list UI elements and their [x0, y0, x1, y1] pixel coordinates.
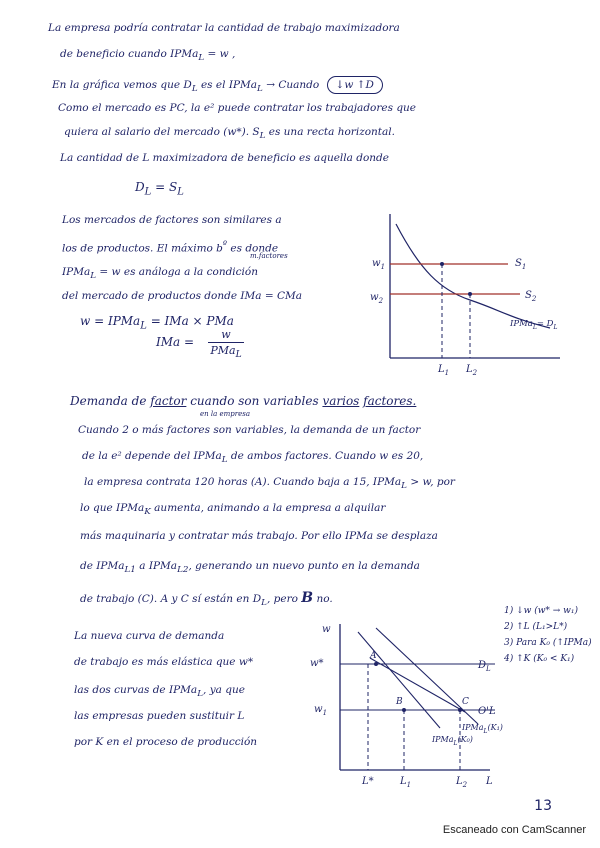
text-span: = IMa × PMa: [150, 314, 234, 328]
text-span: de IPMa: [80, 560, 125, 572]
text-span: B: [301, 590, 314, 606]
text-line: [62, 266, 258, 281]
text-line: [52, 76, 383, 94]
equilibrium-point-2: [468, 292, 472, 296]
text-line: La empresa podría contratar la cantidad de trabajo maximizadora: [48, 22, 400, 34]
label-l-axis: L: [486, 776, 493, 787]
text-span: de ambos factores. Cuando w es 20,: [230, 450, 424, 462]
side-note: 2) ↑L (L₁>L*): [504, 622, 568, 632]
text-span: PMa: [210, 344, 236, 357]
subscript: L: [198, 53, 205, 64]
side-note: 3) Para K₀ (↑IPMa): [504, 638, 592, 648]
superscript: º: [222, 240, 228, 250]
label-c: C: [462, 697, 469, 707]
text-line: del mercado de productos donde IMa = CMa: [62, 290, 303, 302]
demand-dl: [370, 658, 465, 712]
text-span: es el IPMa: [200, 79, 258, 91]
subscript: L: [235, 349, 242, 361]
text-span: la empresa contrata 120 horas (A). Cuando baja a 15, IPMa: [84, 476, 402, 488]
text-line: [62, 240, 278, 255]
text-span: de la e² depende del IPMa: [82, 450, 222, 462]
text-span: cuando son variables: [190, 394, 319, 408]
equation-fraction: [208, 328, 244, 360]
subscript: L: [191, 84, 198, 95]
subscript: L: [197, 689, 204, 700]
circled-note: ↓w ↑D: [327, 76, 383, 94]
label-w1: $w_1$: [372, 258, 386, 271]
margin-note: en la empresa: [200, 410, 251, 418]
label-ol: O'L: [478, 706, 496, 717]
text-span: varios: [322, 394, 360, 408]
equation-dl-sl: [135, 180, 184, 197]
subscript: L2: [177, 565, 189, 576]
text-span: w*: [238, 656, 254, 668]
label-s1: $S_1$: [515, 258, 527, 271]
label-w-axis: w: [322, 624, 331, 635]
margin-note: m.factores: [250, 252, 288, 260]
text-line: [80, 560, 420, 575]
subscript: L: [177, 186, 184, 198]
text-span: los de productos. El máximo b: [62, 242, 223, 255]
text-span: de trabajo (C). A y C sí están en D: [80, 593, 262, 605]
text-line: [84, 476, 455, 491]
equation-ima-label: IMa =: [156, 335, 195, 349]
text-line: más maquinaria y contratar más trabajo. Por ello IPMa se desplaza: [80, 530, 438, 542]
label-curve: IPMa$_L$= $D_L$: [510, 319, 558, 331]
subscript: L: [221, 455, 228, 466]
label-wstar: w*: [310, 658, 324, 669]
text-line: Cuando 2 o más factores son variables, la demanda de un factor: [78, 424, 421, 436]
text-span: quiera al salario del mercado (w*). S: [64, 126, 260, 138]
text-span: de trabajo es más elástica que: [74, 656, 236, 668]
text-line: [80, 590, 333, 608]
section-title: [70, 394, 416, 408]
text-span: D: [135, 180, 145, 194]
subscript: L: [257, 84, 263, 95]
text-line: [64, 126, 395, 141]
text-span: factores.: [363, 394, 417, 408]
text-span: de beneficio cuando IPMa: [60, 48, 199, 60]
side-note: 1) ↓w (w* → w₁): [504, 606, 579, 616]
page-number: 13: [534, 798, 552, 814]
subscript: L1: [124, 565, 136, 576]
label-l1: $L_1$: [438, 364, 450, 377]
text-span: a IPMa: [139, 560, 178, 572]
point-a: [374, 662, 378, 666]
text-line: Como el mercado es PC, la e² puede contratar los trabajadores que: [58, 102, 417, 114]
text-span: = w es análoga a la condición: [99, 266, 258, 278]
point-b: [402, 708, 406, 712]
text-line: La cantidad de L maximizadora de beneficio es aquella donde: [60, 152, 389, 164]
text-span: , pero: [266, 593, 298, 605]
text-line: las empresas pueden sustituir L: [74, 710, 245, 722]
label-dl: $D_L$: [478, 660, 491, 673]
label-lstar: L*: [362, 776, 374, 787]
label-s2: $S_2$: [525, 290, 537, 303]
text-span: > w, por: [410, 476, 455, 488]
text-span: = w ,: [207, 48, 236, 60]
label-a: A: [370, 651, 377, 661]
label-ipma-k1: IPMa$_L$(K₁): [462, 723, 503, 735]
text-line: La nueva curva de demanda: [74, 630, 225, 642]
label-l2: $L_2$: [466, 364, 478, 377]
text-span: → Cuando: [266, 79, 320, 91]
text-span: las dos curvas de IPMa: [74, 684, 198, 696]
text-span: En la gráfica vemos que D: [52, 79, 192, 91]
chart-labor-supply-demand: [360, 210, 570, 380]
label-b: B: [396, 697, 403, 707]
label-l1: $L_1$: [400, 776, 412, 789]
point-c: [458, 708, 462, 712]
text-span: Demanda de: [70, 394, 147, 408]
text-span: w = IPMa: [80, 314, 141, 328]
text-span: factor: [150, 394, 187, 408]
text-line: [80, 502, 385, 517]
text-line: [74, 656, 253, 668]
chart-factor-demand: [300, 618, 510, 790]
text-span: , ya que: [203, 684, 245, 696]
label-l2: $L_2$: [456, 776, 468, 789]
text-span: aumenta, animando a la empresa a alquilar: [154, 502, 386, 514]
text-span: no.: [316, 593, 333, 605]
denominator: [210, 344, 241, 360]
text-span: es una recta horizontal.: [268, 126, 395, 138]
equilibrium-point-1: [440, 262, 444, 266]
numerator: w: [221, 328, 231, 341]
label-w2: $w_2$: [370, 292, 384, 305]
text-line: Los mercados de factores son similares a: [62, 214, 282, 226]
fraction-bar: [208, 342, 244, 343]
text-span: , generando un nuevo punto en la demanda: [188, 560, 420, 572]
text-span: lo que IPMa: [80, 502, 145, 514]
subscript: L: [401, 481, 407, 492]
text-span: IPMa: [62, 266, 91, 278]
demand-curve-ipma: [396, 224, 550, 328]
text-span: es donde: [230, 242, 279, 255]
text-span: = S: [155, 180, 178, 194]
ipma-k0: [358, 632, 440, 728]
subscript: L: [140, 320, 147, 332]
subscript: L: [90, 271, 97, 282]
subscript: L: [259, 131, 266, 142]
label-ipma-k0: IPMa$_L$(K₀): [432, 735, 473, 747]
subscript: L: [144, 186, 152, 198]
subscript: L: [261, 598, 267, 609]
text-line: por K en el proceso de producción: [74, 736, 258, 748]
side-note: 4) ↑K (K₀ < K₁): [504, 654, 575, 664]
text-line: [74, 684, 245, 699]
text-line: [82, 450, 423, 465]
label-w1: $w_1$: [314, 704, 328, 717]
scanner-footer: Escaneado con CamScanner: [442, 824, 586, 836]
subscript: K: [144, 507, 151, 518]
text-line: [60, 48, 235, 63]
